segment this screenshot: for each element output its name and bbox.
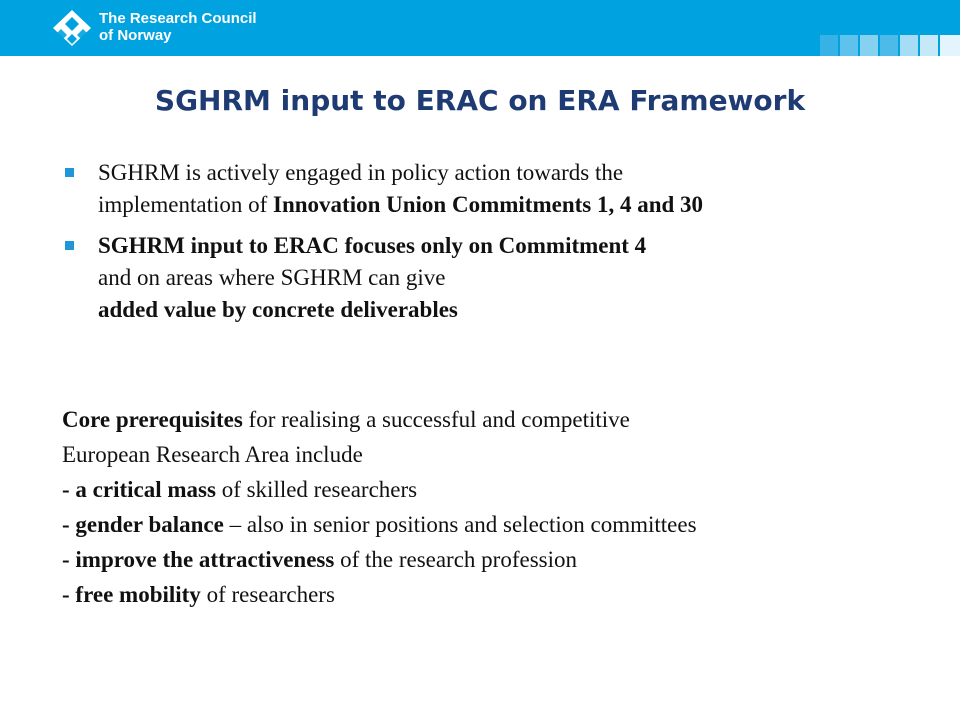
core-prerequisites-paragraph [62, 402, 952, 612]
prerequisite-text: of researchers [200, 582, 335, 607]
prerequisite-item [62, 507, 952, 542]
prerequisite-bold-text: - a critical mass [62, 477, 216, 502]
core-bold-text: Core prerequisites [62, 407, 243, 432]
bullet-text-line: and on areas where SGHRM can give [98, 265, 446, 290]
bullet-bold-text: added value by concrete deliverables [98, 297, 458, 322]
decorative-tiles [820, 35, 960, 56]
bullet-text: implementation of [98, 192, 274, 217]
prerequisite-item [62, 577, 952, 612]
core-text: for realising a successful and competitive [242, 407, 630, 432]
bullet-text-line: SGHRM is actively engaged in policy action towards the [98, 160, 624, 185]
organization-name-line2: of Norway [99, 27, 172, 44]
organization-name-line1: The Research Council [99, 10, 257, 27]
header-bar [0, 0, 960, 56]
bullet-list [62, 157, 952, 335]
bullet-item [62, 157, 952, 221]
prerequisite-text: of skilled researchers [215, 477, 418, 502]
bullet-bold-text: Innovation Union Commitments 1, 4 and 30 [273, 192, 704, 217]
prerequisite-bold-text: - free mobility [62, 582, 201, 607]
prerequisite-text: – also in senior positions and selection committees [223, 512, 697, 537]
square-bullet-icon [65, 168, 74, 177]
core-text-line: European Research Area include [62, 442, 363, 467]
prerequisite-item [62, 472, 952, 507]
slide-title: SGHRM input to ERAC on ERA Framework [154, 84, 806, 117]
prerequisite-bold-text: - improve the attractiveness [62, 547, 335, 572]
square-bullet-icon [65, 241, 74, 250]
organization-name [99, 10, 257, 44]
core-text-line [62, 402, 952, 437]
research-council-logo-icon [52, 9, 92, 47]
prerequisite-text: of the research profession [334, 547, 577, 572]
bullet-item [62, 230, 952, 326]
bullet-text-line [98, 189, 952, 221]
prerequisite-item [62, 542, 952, 577]
prerequisite-bold-text: - gender balance [62, 512, 224, 537]
bullet-bold-text: SGHRM input to ERAC focuses only on Commitment 4 [98, 233, 647, 258]
